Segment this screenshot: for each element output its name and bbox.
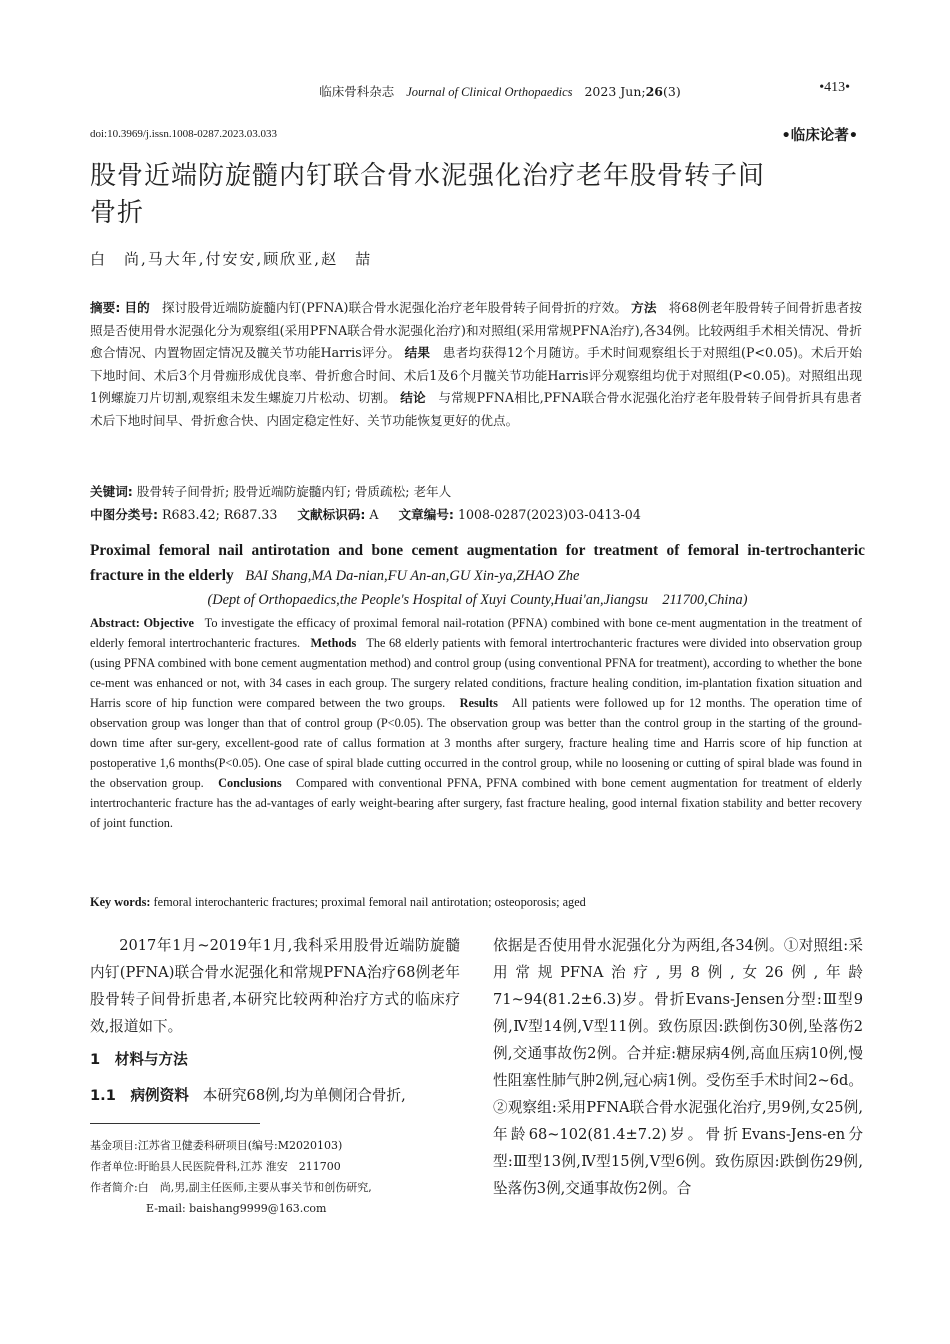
abstract-label-zh: 摘要:	[90, 300, 121, 315]
article-number-label: 文章编号:	[398, 507, 454, 522]
article-number-value: 1008-0287(2023)03-0413-04	[457, 507, 641, 522]
page-number: •413•	[819, 80, 850, 95]
issue-date: 2023 Jun;	[584, 84, 646, 99]
authors-en: BAI Shang,MA Da-nian,FU An-an,GU Xin-ya,ZHAO Zhe	[245, 568, 580, 584]
objective-label-zh: 目的	[124, 300, 150, 315]
methods-text-zh: 将68例老年股骨转子间骨折患者按照是否使用骨水泥强化分为观察组(采用PFNA联合骨水泥强化治疗)和对照组(采用常规PFNA治疗),各34例。比较两组手术相关情况、骨折愈合情况、内置物固定情况及髋关节功能Harris评分。	[90, 300, 862, 361]
article-title-zh: 股骨近端防旋髓内钉联合骨水泥强化治疗老年股骨转子间骨折	[90, 161, 766, 228]
methods-text-en: The 68 elderly patients with femoral intertrochanteric fractures were divided into observation group (using PFNA combined with bone cement augmentation method) and control group (using conventional PFNA for treatment), according to whether the bone ce-ment was enhanced or not, with 34 cases in each group. The surgery related conditions, fracture healing condition, im-plantation fixation situation and Harris score of hip function were compared between the two groups.	[90, 636, 862, 710]
section-heading: 1 材料与方法	[90, 1051, 188, 1068]
results-label-zh: 结果	[404, 345, 431, 361]
keywords-en	[90, 895, 865, 910]
authors-zh: 白 尚,马大年,付安安,顾欣亚,赵 喆	[90, 250, 373, 268]
methods-label-zh: 方法	[631, 300, 657, 315]
case-data-paragraph: 依据是否使用骨水泥强化分为两组,各34例。①对照组:采用常规PFNA治疗,男8例,女26例,年龄71~94(81.2±6.3)岁。骨折Evans-Jensen分型:Ⅲ型9例,Ⅳ型14例,Ⅴ型11例。致伤原因:跌倒伤30例,坠落伤2例,交通事故伤2例。合并症:糖尿病4例,高血压病10例,慢性阻塞性肺气肿2例,冠心病1例。受伤至手术时间2~6d。②观察组:采用PFNA联合骨水泥强化治疗,男9例,女25例,年龄68~102(81.4±7.2)岁。骨折Evans-Jens-en分型:Ⅲ型13例,Ⅳ型15例,Ⅴ型6例。致伤原因:跌倒伤29例,坠落伤3例,交通事故伤2例。合	[493, 937, 863, 1197]
running-header	[0, 80, 950, 102]
footnote-email: E-mail: baishang9999@163.com	[146, 1202, 327, 1215]
doi: doi:10.3969/j.issn.1008-0287.2023.03.033	[90, 128, 278, 140]
volume-number: 26	[645, 84, 663, 99]
footnote-divider	[90, 1123, 260, 1124]
methods-label-en: Methods	[310, 636, 357, 650]
footnote-fund: 基金项目:江苏省卫健委科研项目(编号:M2020103)	[90, 1139, 343, 1152]
subsection-text: 本研究68例,均为单侧闭合骨折,	[202, 1087, 406, 1104]
objective-text-en: To investigate the efficacy of proximal femoral nail-rotation (PFNA) combined with bone ce-ment augmentation in the treatment of elderly femoral intertrochanteric fractures.	[90, 616, 862, 650]
results-text-zh: 患者均获得12个月随访。手术时间观察组长于对照组(P<0.05)。术后开始下地时间、术后3个月骨痂形成优良率、骨折愈合时间、术后1及6个月髋关节功能Harris评分观察组均优于对照组(P<0.05)。对照组出现1例螺旋刀片切割,观察组未发生螺旋刀片松动、切割。	[90, 345, 863, 406]
abstract-label-en: Abstract:	[90, 616, 140, 630]
keywords-text-zh: 股骨转子间骨折; 股骨近端防旋髓内钉; 骨质疏松; 老年人	[136, 484, 452, 499]
keywords-label-zh: 关键词:	[90, 484, 133, 499]
classification-line	[90, 504, 641, 523]
journal-line	[250, 82, 750, 100]
objective-text-zh: 探讨股骨近端防旋髓内钉(PFNA)联合骨水泥强化治疗老年股骨转子间骨折的疗效。	[162, 300, 628, 315]
doccode-value: A	[369, 507, 379, 522]
results-label-en: Results	[459, 696, 498, 710]
intro-paragraph: 2017年1月~2019年1月,我科采用股骨近端防旋髓内钉(PFNA)联合骨水泥强化和常规PFNA治疗68例老年股骨转子间骨折患者,本研究比较两种治疗方式的临床疗效,报道如下。	[90, 937, 460, 1035]
affiliation-en: (Dept of Orthopaedics,the People's Hospital of Xuyi County,Huai'an,Jiangsu 211700,China)	[207, 592, 748, 608]
subsection-line	[90, 1084, 462, 1105]
keywords-zh	[90, 481, 451, 500]
issue-number: (3)	[662, 84, 681, 99]
journal-name-en: Journal of Clinical Orthopaedics	[406, 85, 573, 99]
abstract-en	[90, 613, 862, 833]
body-left-column	[90, 932, 460, 1040]
results-text-en: All patients were followed up for 12 months. The operation time of observation group was longer than that of control group (P<0.05). The observation group was better than the control group in the starting of the ground-down time after sur-gery, excellent-good rate of callus formation at 3 months after surgery, fracture healing time and Harris score of hip function at postoperative 1,6 months(P<0.05). One case of spiral blade cutting occurred in the control group, while no loosening or cutting of spiral blade was found in the observation group.	[90, 696, 862, 790]
conclusion-text-zh: 与常规PFNA相比,PFNA联合骨水泥强化治疗老年股骨转子间骨折具有患者术后下地时间早、骨折愈合快、内固定稳定性好、关节功能恢复更好的优点。	[90, 390, 863, 428]
keywords-text-en: femoral interochanteric fractures; proximal femoral nail antirotation; osteoporosis; aged	[153, 895, 586, 909]
conclusions-label-en: Conclusions	[218, 776, 282, 790]
footnote-bio: 作者简介:白 尚,男,副主任医师,主要从事关节和创伤研究,	[90, 1181, 372, 1194]
article-title-en	[90, 538, 865, 589]
journal-name-zh: 临床骨科杂志	[319, 84, 395, 99]
objective-label-en: Objective	[143, 616, 195, 630]
footnote-unit: 作者单位:盱眙县人民医院骨科,江苏 淮安 211700	[90, 1160, 341, 1173]
abstract-zh	[90, 297, 862, 433]
doccode-label: 文献标识码:	[297, 507, 366, 522]
body-right-column	[493, 932, 863, 1202]
keywords-label-en: Key words:	[90, 895, 151, 909]
column-tag: •临床论著•	[781, 128, 858, 144]
cls-label: 中图分类号:	[90, 507, 159, 522]
conclusions-text-en: Compared with conventional PFNA, PFNA combined with bone cement augmentation for treatment of elderly intertrochanteric fracture has the ad-vantages of early weight-bearing after surgery, fast fracture healing, good internal fixation stability and better recovery of joint function.	[90, 776, 862, 830]
cls-value: R683.42; R687.33	[162, 507, 278, 522]
subsection-heading: 1.1 病例资料	[90, 1087, 189, 1104]
title-en-text: Proximal femoral nail antirotation and bone cement augmentation for treatment of femoral in-tertrochanteric fracture in the elderly	[90, 542, 865, 584]
conclusion-label-zh: 结论	[400, 390, 426, 406]
footnotes	[90, 1135, 462, 1219]
